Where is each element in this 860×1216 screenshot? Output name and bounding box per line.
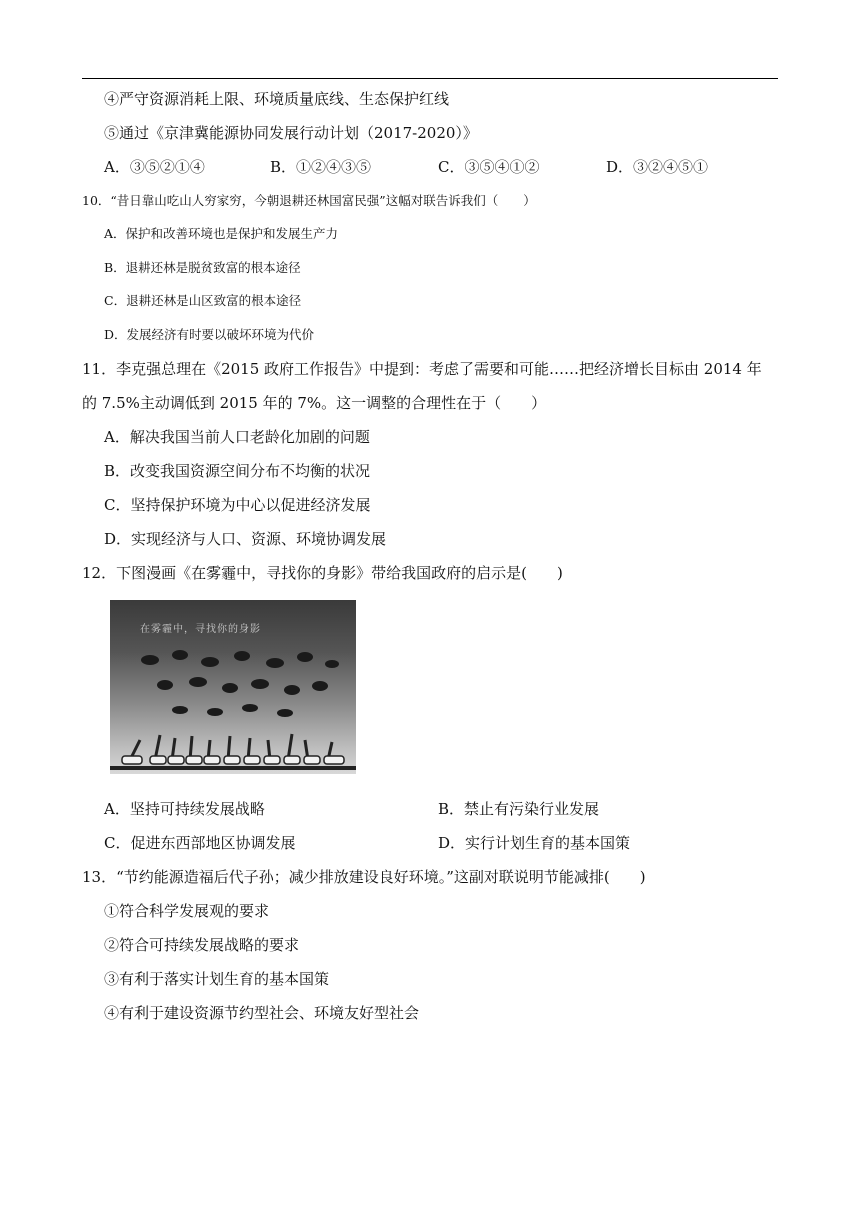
q9-choice-b: B．①②④③⑤ — [270, 158, 372, 176]
q11-stem-line-1: 11．李克强总理在《2015 政府工作报告》中提到：考虑了需要和可能……把经济增长目标由 2014 年 — [82, 360, 762, 378]
q10-choice-a: A．保护和改善环境也是保护和发展生产力 — [104, 226, 339, 241]
q11-choice-c: C．坚持保护环境为中心以促进经济发展 — [104, 496, 371, 514]
q13-item-1: ①符合科学发展观的要求 — [104, 902, 270, 920]
ground-line — [110, 766, 356, 770]
q10-choice-c: C．退耕还林是山区致富的根本途径 — [104, 293, 302, 308]
q12-stem: 12．下图漫画《在雾霾中，寻找你的身影》带给我国政府的启示是( ) — [82, 564, 563, 582]
q11-choice-d: D．实现经济与人口、资源、环境协调发展 — [104, 530, 387, 548]
q10-choice-d: D．发展经济有时要以破坏环境为代价 — [104, 327, 315, 342]
q11-stem-line-2: 的 7.5%主动调低到 2015 年的 7%。这一调整的合理性在于（ ） — [82, 394, 547, 412]
q13-item-4: ④有利于建设资源节约型社会、环境友好型社会 — [104, 1004, 420, 1022]
hats-group — [141, 650, 339, 717]
q11-choice-b: B．改变我国资源空间分布不均衡的状况 — [104, 462, 371, 480]
q12-choice-a: A．坚持可持续发展战略 — [104, 800, 265, 818]
q12-choice-b: B．禁止有污染行业发展 — [438, 800, 600, 818]
q11-choice-a: A．解决我国当前人口老龄化加剧的问题 — [104, 428, 370, 446]
q10-choice-b: B．退耕还林是脱贫致富的根本途径 — [104, 260, 301, 275]
cartoon-caption: 在雾霾中，寻找你的身影 — [140, 624, 261, 635]
header-rule — [82, 78, 778, 79]
q9-choice-d: D．③②④⑤① — [606, 158, 709, 176]
q12-choice-c: C．促进东西部地区协调发展 — [104, 834, 296, 852]
q9-choice-a: A．③⑤②①④ — [104, 158, 205, 176]
shoes-group — [122, 756, 344, 764]
q13-item-2: ②符合可持续发展战略的要求 — [104, 936, 300, 954]
q13-item-3: ③有利于落实计划生育的基本国策 — [104, 970, 330, 988]
q10-stem: 10．“昔日靠山吃山人穷家穷，今朝退耕还林国富民强”这幅对联告诉我们（ ） — [82, 193, 536, 208]
q12-choice-d: D．实行计划生育的基本国策 — [438, 834, 631, 852]
q13-stem: 13．“节约能源造福后代子孙；减少排放建设良好环境。”这副对联说明节能减排( ) — [82, 868, 646, 886]
q9-option-5: ⑤通过《京津冀能源协同发展行动计划（2017-2020）》 — [104, 124, 478, 142]
q9-choice-c: C．③⑤④①② — [438, 158, 540, 176]
q9-option-4: ④严守资源消耗上限、环境质量底线、生态保护红线 — [104, 90, 450, 108]
smog-cartoon-image — [110, 600, 356, 774]
